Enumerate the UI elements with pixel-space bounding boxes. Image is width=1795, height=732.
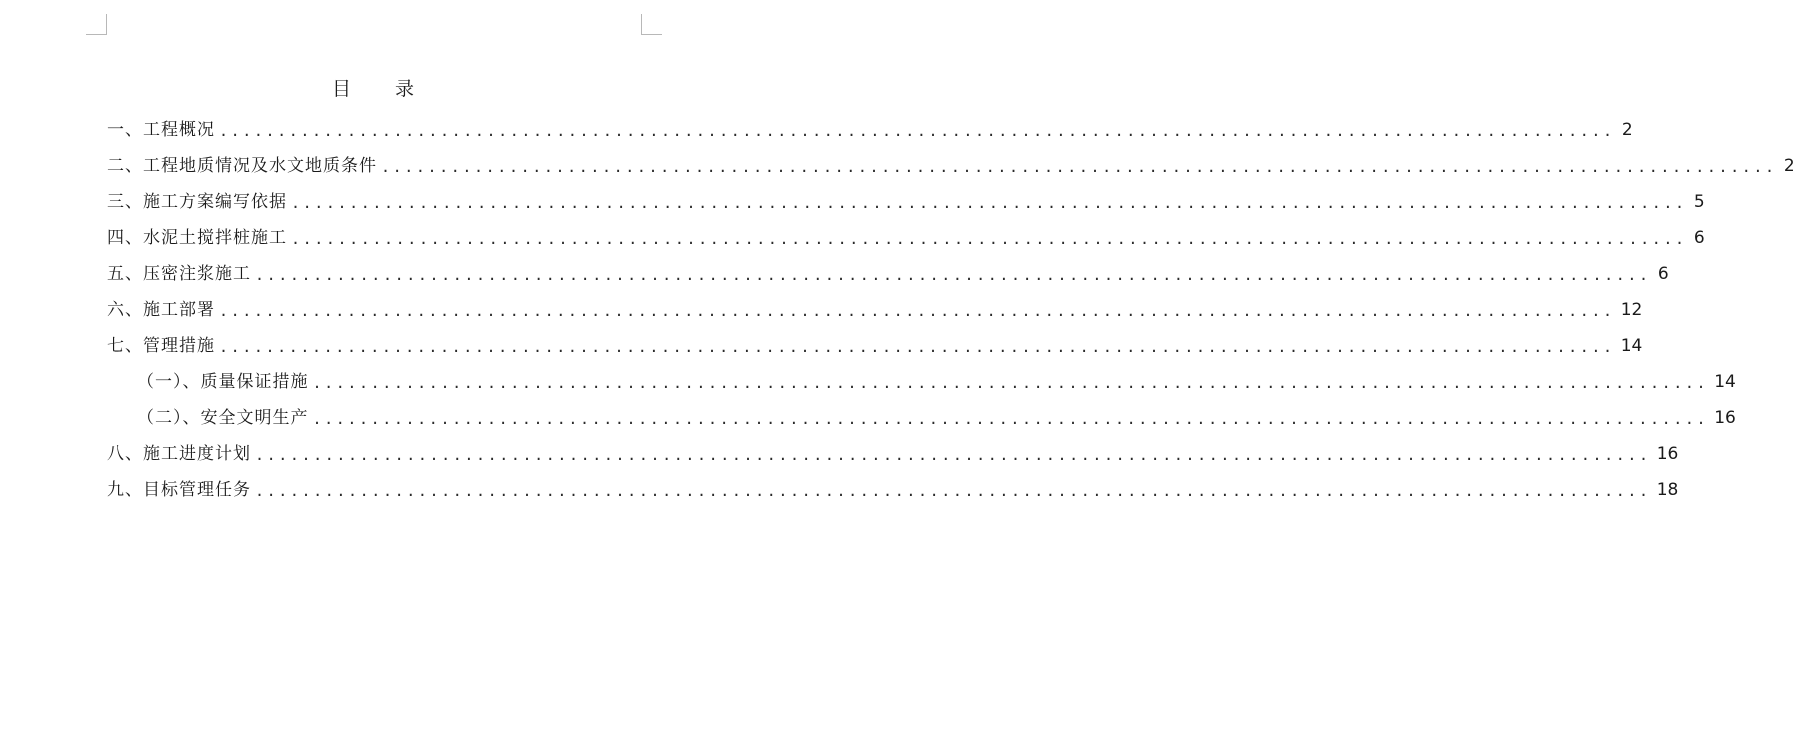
toc-entry-page: 16 (1656, 444, 1679, 464)
table-of-contents (107, 109, 1795, 505)
toc-dot-leader: ........................................................................................................................ (255, 446, 1651, 464)
toc-dot-leader: ........................................................................................................................ (255, 266, 1651, 284)
toc-title: 目 录 (331, 78, 416, 100)
corner-crop-mark-right (641, 14, 662, 35)
toc-entry-text: 四、水泥土搅拌桩施工 (107, 228, 287, 248)
toc-entry[interactable] (107, 109, 1633, 145)
toc-entry[interactable] (107, 217, 1705, 253)
toc-entry-text: 三、施工方案编写依据 (107, 192, 287, 212)
toc-subentry[interactable] (107, 397, 1736, 433)
toc-entry[interactable] (107, 433, 1679, 469)
toc-entry-page: 14 (1620, 336, 1643, 356)
toc-dot-leader: ........................................................................................................................ (291, 230, 1687, 248)
toc-entry-text: 七、管理措施 (107, 336, 215, 356)
toc-entry[interactable] (107, 325, 1643, 361)
toc-entry-page: 2 (1621, 120, 1633, 140)
toc-entry-page: 2 (1783, 156, 1795, 176)
toc-entry-page: 12 (1620, 300, 1643, 320)
toc-entry[interactable] (107, 253, 1669, 289)
toc-entry-text: 五、压密注浆施工 (107, 264, 251, 284)
toc-entry-page: 6 (1693, 228, 1705, 248)
toc-entry-page: 5 (1693, 192, 1705, 212)
toc-entry-text: 一、工程概况 (107, 120, 215, 140)
toc-dot-leader: ........................................................................................................................ (219, 122, 1615, 140)
toc-entry-page: 6 (1657, 264, 1669, 284)
toc-dot-leader: ........................................................................................................................ (219, 302, 1615, 320)
toc-entry-text: 二、工程地质情况及水文地质条件 (107, 156, 377, 176)
toc-dot-leader: ........................................................................................................................ (219, 338, 1615, 356)
toc-entry-page: 14 (1714, 372, 1736, 392)
toc-entry-text: 九、目标管理任务 (107, 480, 251, 500)
toc-entry-page: 16 (1714, 408, 1736, 428)
corner-crop-mark-left (86, 14, 107, 35)
toc-entry[interactable] (107, 469, 1679, 505)
toc-dot-leader: ........................................................................................................................ (291, 194, 1687, 212)
toc-entry[interactable] (107, 181, 1705, 217)
toc-entry-text: 八、施工进度计划 (107, 444, 251, 464)
toc-dot-leader: ........................................................................................................................ (312, 374, 1709, 392)
toc-entry-page: 18 (1656, 480, 1679, 500)
toc-entry[interactable] (107, 289, 1643, 325)
toc-entry-text: （二）、安全文明生产 (137, 408, 309, 428)
toc-dot-leader: ........................................................................................................................ (255, 482, 1651, 500)
toc-dot-leader: ........................................................................................................................ (312, 410, 1709, 428)
toc-entry-text: 六、施工部署 (107, 300, 215, 320)
toc-entry[interactable] (107, 145, 1795, 181)
toc-dot-leader: ........................................................................................................................ (381, 158, 1777, 176)
toc-subentry[interactable] (107, 361, 1736, 397)
toc-entry-text: （一）、质量保证措施 (137, 372, 309, 392)
